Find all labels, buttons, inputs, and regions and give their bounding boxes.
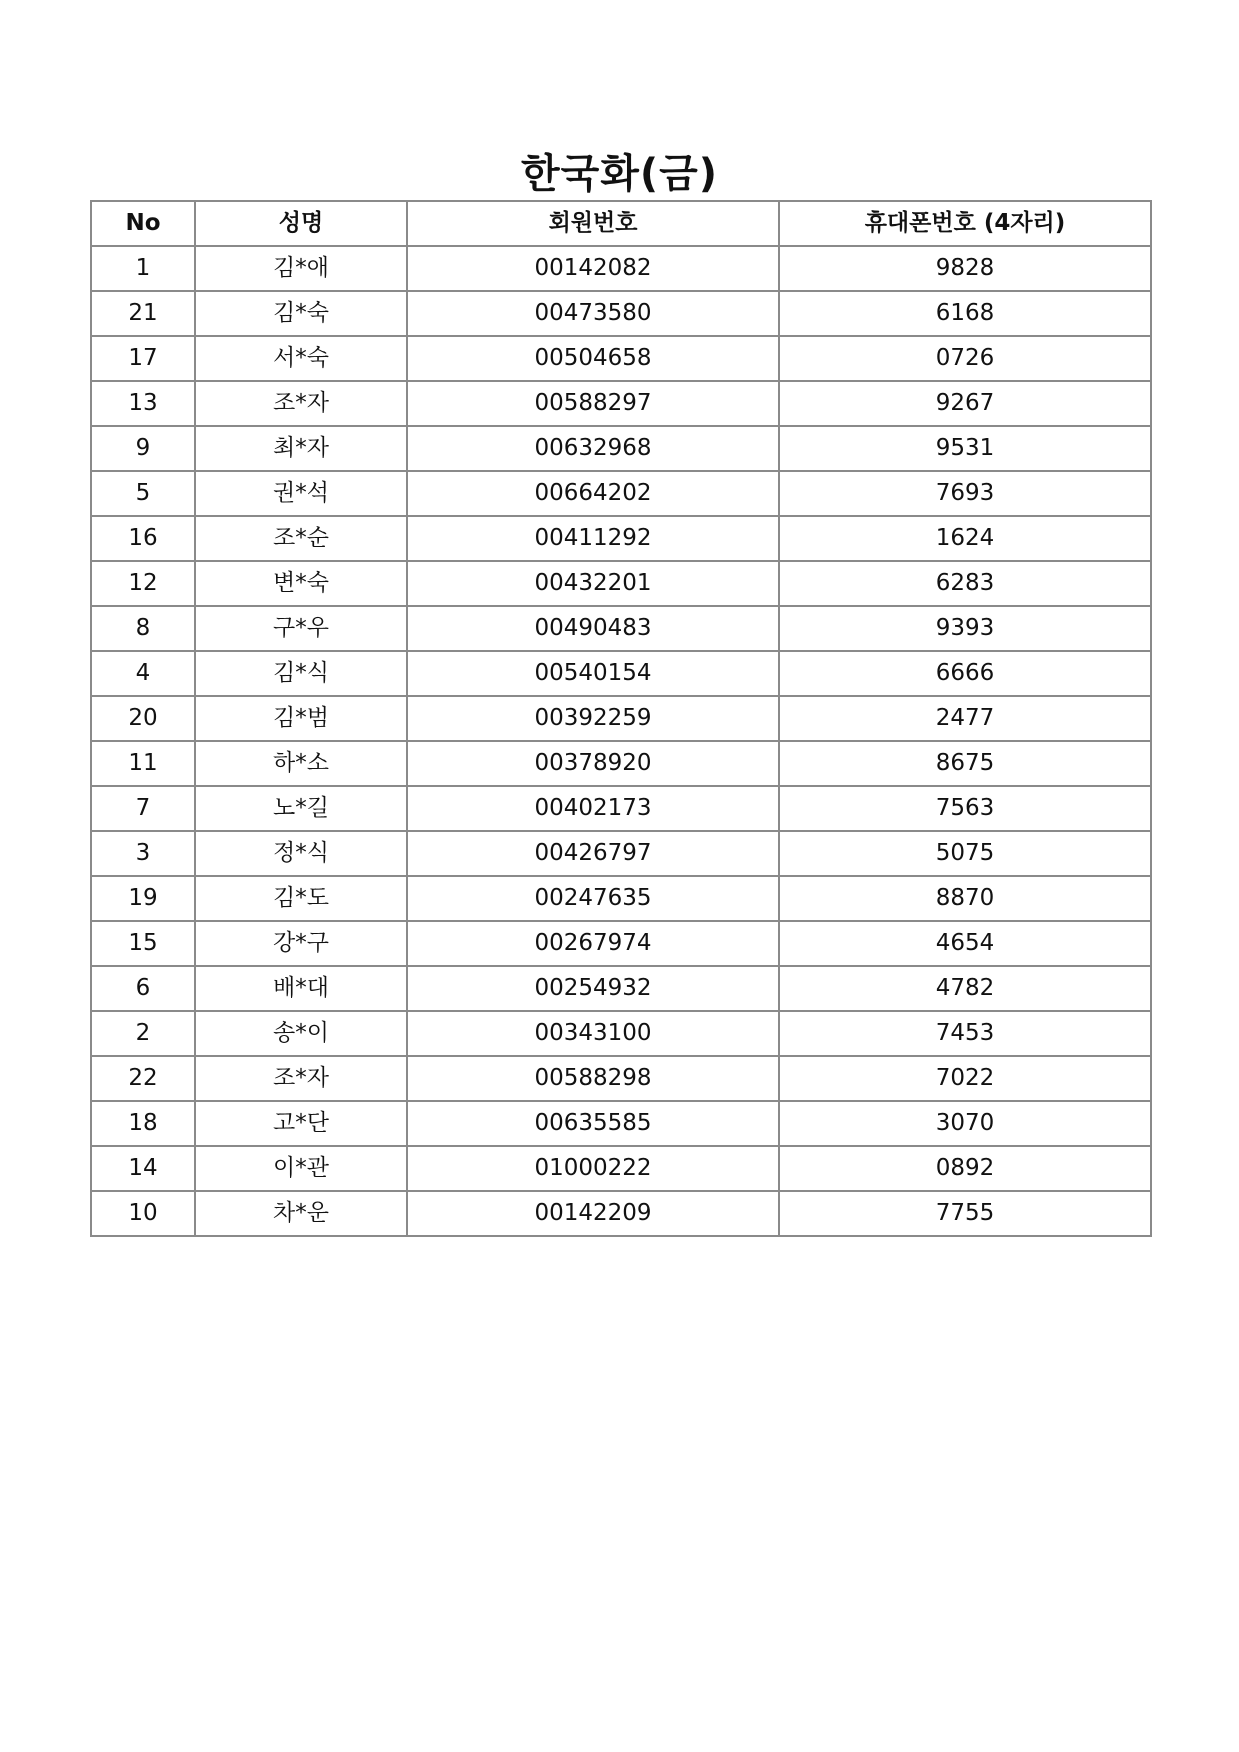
cell-name: 송*이 bbox=[195, 1011, 407, 1056]
table-row bbox=[91, 561, 1151, 606]
cell-name: 김*애 bbox=[195, 246, 407, 291]
cell-no: 15 bbox=[91, 921, 195, 966]
table-row bbox=[91, 966, 1151, 1011]
table-header bbox=[91, 201, 1151, 246]
table-row bbox=[91, 516, 1151, 561]
table-row bbox=[91, 426, 1151, 471]
cell-phone4: 4654 bbox=[779, 921, 1151, 966]
header-member-id: 회원번호 bbox=[407, 201, 779, 246]
table-row bbox=[91, 1191, 1151, 1236]
cell-no: 3 bbox=[91, 831, 195, 876]
cell-name: 김*범 bbox=[195, 696, 407, 741]
cell-member-id: 00588298 bbox=[407, 1056, 779, 1101]
cell-phone4: 4782 bbox=[779, 966, 1151, 1011]
cell-name: 고*단 bbox=[195, 1101, 407, 1146]
cell-name: 정*식 bbox=[195, 831, 407, 876]
table-row bbox=[91, 606, 1151, 651]
cell-phone4: 6666 bbox=[779, 651, 1151, 696]
header-name: 성명 bbox=[195, 201, 407, 246]
cell-phone4: 7563 bbox=[779, 786, 1151, 831]
cell-no: 21 bbox=[91, 291, 195, 336]
header-phone4: 휴대폰번호 (4자리) bbox=[779, 201, 1151, 246]
table-row bbox=[91, 696, 1151, 741]
cell-member-id: 00267974 bbox=[407, 921, 779, 966]
table-row bbox=[91, 1146, 1151, 1191]
cell-name: 노*길 bbox=[195, 786, 407, 831]
cell-name: 구*우 bbox=[195, 606, 407, 651]
cell-member-id: 00378920 bbox=[407, 741, 779, 786]
cell-no: 14 bbox=[91, 1146, 195, 1191]
cell-name: 배*대 bbox=[195, 966, 407, 1011]
cell-member-id: 00504658 bbox=[407, 336, 779, 381]
cell-no: 9 bbox=[91, 426, 195, 471]
table-row bbox=[91, 876, 1151, 921]
cell-phone4: 9531 bbox=[779, 426, 1151, 471]
cell-name: 강*구 bbox=[195, 921, 407, 966]
cell-member-id: 00540154 bbox=[407, 651, 779, 696]
cell-phone4: 3070 bbox=[779, 1101, 1151, 1146]
cell-member-id: 00490483 bbox=[407, 606, 779, 651]
cell-phone4: 6168 bbox=[779, 291, 1151, 336]
table-row bbox=[91, 1011, 1151, 1056]
cell-phone4: 9828 bbox=[779, 246, 1151, 291]
cell-name: 권*석 bbox=[195, 471, 407, 516]
cell-member-id: 01000222 bbox=[407, 1146, 779, 1191]
cell-phone4: 8675 bbox=[779, 741, 1151, 786]
cell-member-id: 00392259 bbox=[407, 696, 779, 741]
cell-member-id: 00142082 bbox=[407, 246, 779, 291]
cell-member-id: 00632968 bbox=[407, 426, 779, 471]
cell-no: 20 bbox=[91, 696, 195, 741]
cell-no: 10 bbox=[91, 1191, 195, 1236]
cell-no: 6 bbox=[91, 966, 195, 1011]
member-table bbox=[90, 200, 1152, 1237]
cell-no: 17 bbox=[91, 336, 195, 381]
cell-phone4: 1624 bbox=[779, 516, 1151, 561]
cell-member-id: 00254932 bbox=[407, 966, 779, 1011]
cell-member-id: 00247635 bbox=[407, 876, 779, 921]
cell-name: 조*자 bbox=[195, 381, 407, 426]
cell-name: 조*순 bbox=[195, 516, 407, 561]
cell-name: 변*숙 bbox=[195, 561, 407, 606]
cell-phone4: 7693 bbox=[779, 471, 1151, 516]
cell-member-id: 00411292 bbox=[407, 516, 779, 561]
cell-name: 서*숙 bbox=[195, 336, 407, 381]
cell-phone4: 6283 bbox=[779, 561, 1151, 606]
cell-phone4: 9393 bbox=[779, 606, 1151, 651]
cell-phone4: 8870 bbox=[779, 876, 1151, 921]
table-row bbox=[91, 921, 1151, 966]
cell-phone4: 2477 bbox=[779, 696, 1151, 741]
cell-no: 7 bbox=[91, 786, 195, 831]
cell-phone4: 5075 bbox=[779, 831, 1151, 876]
table-row bbox=[91, 471, 1151, 516]
table-row bbox=[91, 336, 1151, 381]
cell-member-id: 00473580 bbox=[407, 291, 779, 336]
cell-member-id: 00664202 bbox=[407, 471, 779, 516]
cell-no: 13 bbox=[91, 381, 195, 426]
cell-no: 18 bbox=[91, 1101, 195, 1146]
table-row bbox=[91, 1056, 1151, 1101]
cell-no: 19 bbox=[91, 876, 195, 921]
cell-phone4: 7755 bbox=[779, 1191, 1151, 1236]
cell-name: 김*숙 bbox=[195, 291, 407, 336]
cell-name: 차*운 bbox=[195, 1191, 407, 1236]
cell-no: 2 bbox=[91, 1011, 195, 1056]
table-row bbox=[91, 651, 1151, 696]
cell-no: 4 bbox=[91, 651, 195, 696]
cell-member-id: 00432201 bbox=[407, 561, 779, 606]
cell-no: 5 bbox=[91, 471, 195, 516]
cell-name: 하*소 bbox=[195, 741, 407, 786]
table-row bbox=[91, 291, 1151, 336]
cell-phone4: 9267 bbox=[779, 381, 1151, 426]
table-row bbox=[91, 1101, 1151, 1146]
cell-phone4: 0892 bbox=[779, 1146, 1151, 1191]
cell-phone4: 7453 bbox=[779, 1011, 1151, 1056]
header-row bbox=[91, 201, 1151, 246]
cell-phone4: 7022 bbox=[779, 1056, 1151, 1101]
table-row bbox=[91, 831, 1151, 876]
cell-no: 1 bbox=[91, 246, 195, 291]
cell-no: 22 bbox=[91, 1056, 195, 1101]
cell-no: 8 bbox=[91, 606, 195, 651]
cell-name: 최*자 bbox=[195, 426, 407, 471]
cell-name: 김*식 bbox=[195, 651, 407, 696]
cell-member-id: 00343100 bbox=[407, 1011, 779, 1056]
page-title: 한국화(금) bbox=[520, 150, 719, 197]
cell-phone4: 0726 bbox=[779, 336, 1151, 381]
cell-name: 김*도 bbox=[195, 876, 407, 921]
cell-name: 이*관 bbox=[195, 1146, 407, 1191]
cell-no: 16 bbox=[91, 516, 195, 561]
cell-no: 11 bbox=[91, 741, 195, 786]
cell-no: 12 bbox=[91, 561, 195, 606]
table-row bbox=[91, 246, 1151, 291]
cell-member-id: 00588297 bbox=[407, 381, 779, 426]
cell-member-id: 00426797 bbox=[407, 831, 779, 876]
header-no: No bbox=[91, 201, 195, 246]
table-row bbox=[91, 786, 1151, 831]
cell-member-id: 00635585 bbox=[407, 1101, 779, 1146]
cell-member-id: 00142209 bbox=[407, 1191, 779, 1236]
cell-name: 조*자 bbox=[195, 1056, 407, 1101]
table-row bbox=[91, 381, 1151, 426]
table-row bbox=[91, 741, 1151, 786]
cell-member-id: 00402173 bbox=[407, 786, 779, 831]
table-body bbox=[91, 246, 1151, 1236]
